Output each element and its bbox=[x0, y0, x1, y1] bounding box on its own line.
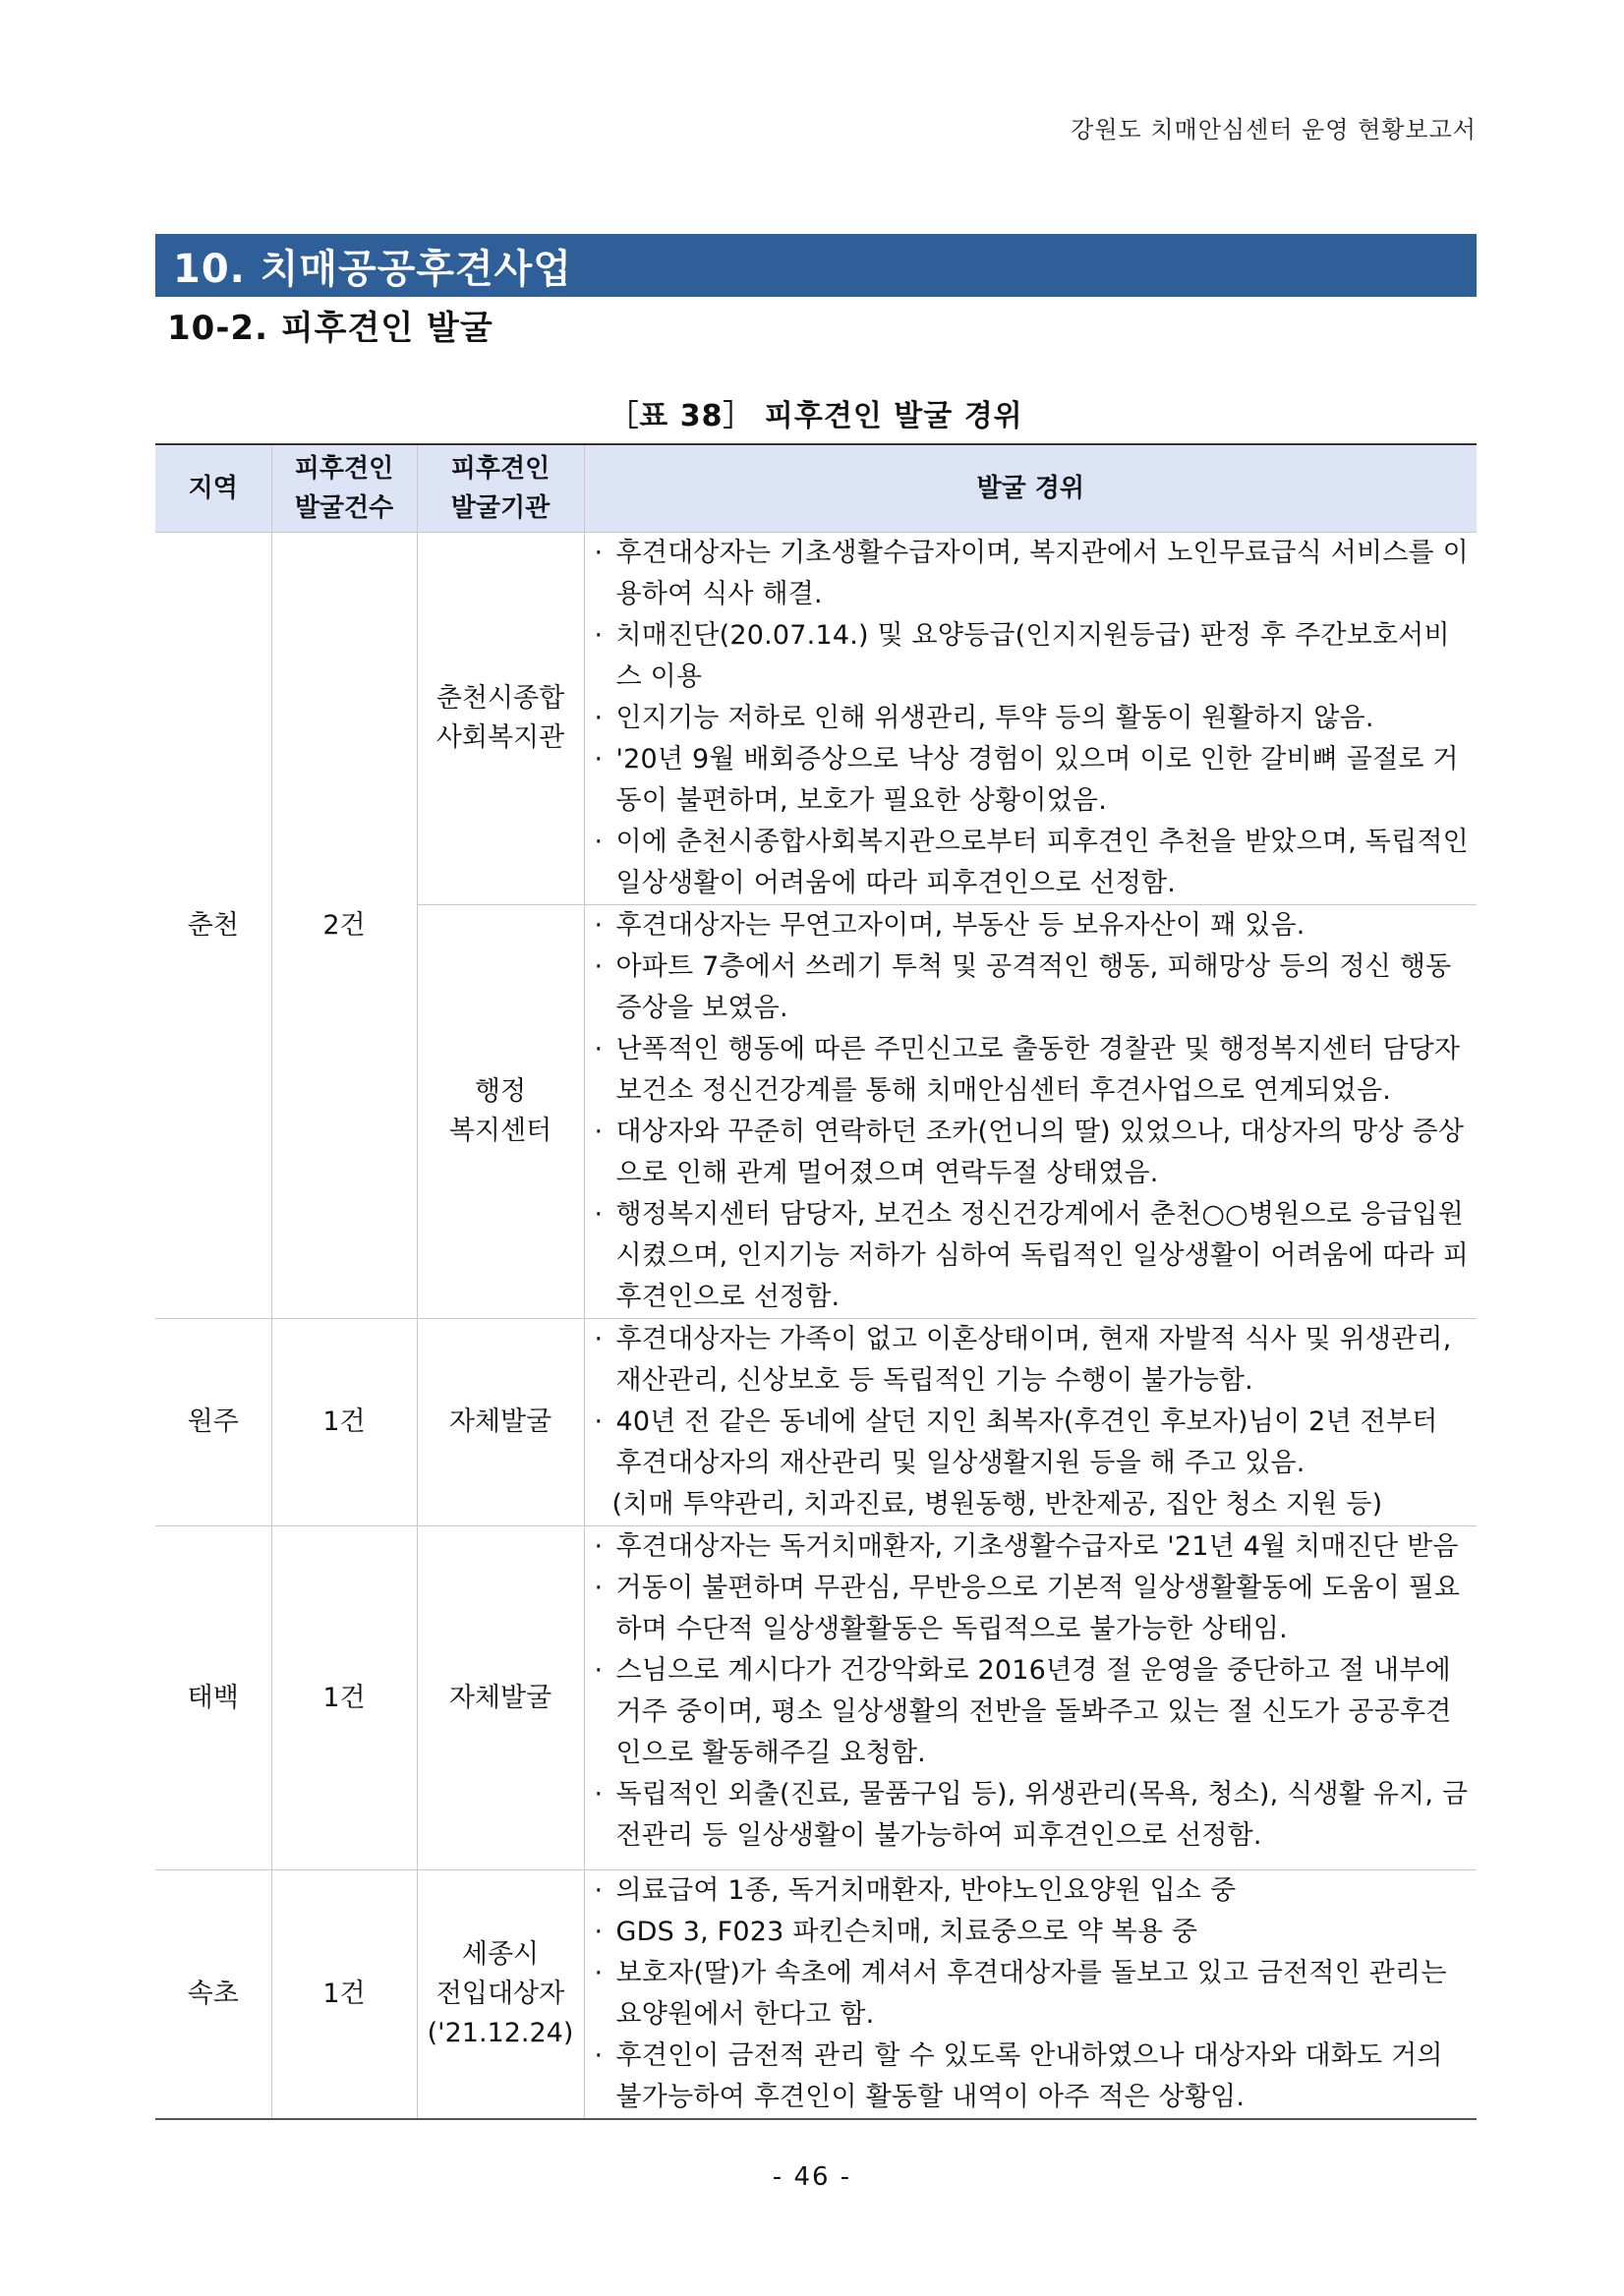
subsection-title: 10-2. 피후견인 발굴 bbox=[167, 309, 493, 348]
cell-agency bbox=[417, 905, 584, 1319]
cell-count: 1건 bbox=[271, 1319, 417, 1526]
cell-region: 원주 bbox=[155, 1319, 271, 1526]
agency-line: ('21.12.24) bbox=[427, 2018, 574, 2048]
header-agency-line1: 피후견인 bbox=[450, 454, 551, 484]
process-item: · 인지기능 저하로 인해 위생관리, 투약 등의 활동이 원활하지 않음. bbox=[593, 698, 1470, 739]
header-count-line1: 피후견인 bbox=[294, 454, 394, 484]
process-item: · 40년 전 같은 동네에 살던 지인 최복자(후견인 후보자)님이 2년 전부터 후견대상자의 재산관리 및 일상생활지원 등을 해 주고 있음. bbox=[593, 1402, 1470, 1484]
process-item: · 난폭적인 행동에 따른 주민신고로 출동한 경찰관 및 행정복지센터 담당자 보건소 정신건강계를 통해 치매안심센터 후견사업으로 연계되었음. bbox=[593, 1029, 1470, 1112]
header-agency-line2: 발굴기관 bbox=[450, 493, 551, 523]
process-item: · 치매진단(20.07.14.) 및 요양등급(인지지원등급) 판정 후 주간보호서비스 이용 bbox=[593, 615, 1470, 698]
process-item: · 대상자와 꾸준히 연락하던 조카(언니의 딸) 있었으나, 대상자의 망상 증상으로 인해 관계 멀어졌으며 연락두절 상태였음. bbox=[593, 1112, 1470, 1194]
cell-process bbox=[584, 1319, 1477, 1526]
section-title: 10. 치매공공후견사업 bbox=[155, 234, 1477, 297]
cell-agency bbox=[417, 1870, 584, 2120]
cell-process bbox=[584, 1870, 1477, 2120]
header-agency bbox=[417, 444, 584, 533]
process-item: · 거동이 불편하며 무관심, 무반응으로 기본적 일상생활활동에 도움이 필요하며 수단적 일상생활활동은 독립적으로 불가능한 상태임. bbox=[593, 1568, 1470, 1650]
header-count-line2: 발굴건수 bbox=[294, 493, 394, 523]
process-note: (치매 투약관리, 치과진료, 병원동행, 반찬제공, 집안 청소 지원 등) bbox=[611, 1489, 1383, 1520]
process-item: · '20년 9월 배회증상으로 낙상 경험이 있으며 이로 인한 갈비뼈 골절로 거동이 불편하며, 보호가 필요한 상황이었음. bbox=[593, 739, 1470, 822]
cell-agency bbox=[417, 1319, 584, 1526]
cell-region: 태백 bbox=[155, 1526, 271, 1870]
cell-process bbox=[584, 1526, 1477, 1870]
process-item: · 후견대상자는 무연고자이며, 부동산 등 보유자산이 꽤 있음. bbox=[593, 905, 1470, 947]
cell-agency bbox=[417, 1526, 584, 1870]
agency-line: 전입대상자 bbox=[435, 1979, 565, 2009]
cell-process bbox=[584, 905, 1477, 1319]
table-row-taebaek bbox=[155, 1526, 1477, 1870]
agency-line: 자체발굴 bbox=[448, 1406, 552, 1437]
process-item: · 후견대상자는 독거치매환자, 기초생활수급자로 '21년 4월 치매진단 받음 bbox=[593, 1526, 1470, 1568]
table-header-row bbox=[155, 444, 1477, 533]
process-item: · 후견인이 금전적 관리 할 수 있도록 안내하였으나 대상자와 대화도 거의 불가능하여 후견인이 활동할 내역이 아주 적은 상황임. bbox=[593, 2036, 1470, 2118]
agency-line: 자체발굴 bbox=[448, 1682, 552, 1713]
agency-line: 춘천시종합 bbox=[435, 683, 565, 714]
process-item: · 스님으로 계시다가 건강악화로 2016년경 절 운영을 중단하고 절 내부에 거주 중이며, 평소 일상생활의 전반을 돌봐주고 있는 절 신도가 공공후견인으로 활동해주길 요청함. bbox=[593, 1650, 1470, 1774]
cell-count: 1건 bbox=[271, 1870, 417, 2120]
process-item: · 아파트 7층에서 쓰레기 투척 및 공격적인 행동, 피해망상 등의 정신 행동증상을 보였음. bbox=[593, 947, 1470, 1029]
process-item: · 보호자(딸)가 속초에 계셔서 후견대상자를 돌보고 있고 금전적인 관리는 요양원에서 한다고 함. bbox=[593, 1953, 1470, 2036]
cell-region: 춘천 bbox=[155, 533, 271, 1319]
guardianship-discovery-table bbox=[155, 443, 1477, 2120]
table-caption: ［표 38］ 피후견인 발굴 경위 bbox=[609, 399, 1023, 433]
agency-line: 세종시 bbox=[461, 1939, 540, 1970]
cell-process bbox=[584, 533, 1477, 905]
cell-region: 속초 bbox=[155, 1870, 271, 2120]
table-row-chuncheon-1 bbox=[155, 533, 1477, 905]
cell-count: 2건 bbox=[271, 533, 417, 1319]
running-header: 강원도 치매안심센터 운영 현황보고서 bbox=[1071, 116, 1477, 144]
header-region: 지역 bbox=[155, 444, 271, 533]
process-item: · 독립적인 외출(진료, 물품구입 등), 위생관리(목욕, 청소), 식생활 유지, 금전관리 등 일상생활이 불가능하여 피후견인으로 선정함. bbox=[593, 1774, 1470, 1857]
process-item: · 후견대상자는 기초생활수급자이며, 복지관에서 노인무료급식 서비스를 이용하여 식사 해결. bbox=[593, 533, 1470, 615]
cell-count: 1건 bbox=[271, 1526, 417, 1870]
process-item: · 후견대상자는 가족이 없고 이혼상태이며, 현재 자발적 식사 및 위생관리, 재산관리, 신상보호 등 독립적인 기능 수행이 불가능함. bbox=[593, 1319, 1470, 1402]
header-count bbox=[271, 444, 417, 533]
process-item: · 행정복지센터 담당자, 보건소 정신건강계에서 춘천○○병원으로 응급입원 시켰으며, 인지기능 저하가 심하여 독립적인 일상생활이 어려움에 따라 피후견인으로 선정함. bbox=[593, 1194, 1470, 1318]
process-item: · GDS 3, F023 파킨슨치매, 치료중으로 약 복용 중 bbox=[593, 1912, 1470, 1953]
process-item: · 의료급여 1종, 독거치매환자, 반야노인요양원 입소 중 bbox=[593, 1870, 1470, 1912]
page-number: - 46 - bbox=[772, 2162, 852, 2192]
agency-line: 사회복지관 bbox=[435, 722, 565, 753]
process-item: · 이에 춘천시종합사회복지관으로부터 피후견인 추천을 받았으며, 독립적인 일상생활이 어려움에 따라 피후견인으로 선정함. bbox=[593, 822, 1470, 904]
agency-line: 복지센터 bbox=[448, 1116, 552, 1146]
table-row-sokcho bbox=[155, 1870, 1477, 2120]
header-process: 발굴 경위 bbox=[584, 444, 1477, 533]
agency-line: 행정 bbox=[474, 1076, 527, 1107]
cell-agency bbox=[417, 533, 584, 905]
table-row-wonju bbox=[155, 1319, 1477, 1526]
